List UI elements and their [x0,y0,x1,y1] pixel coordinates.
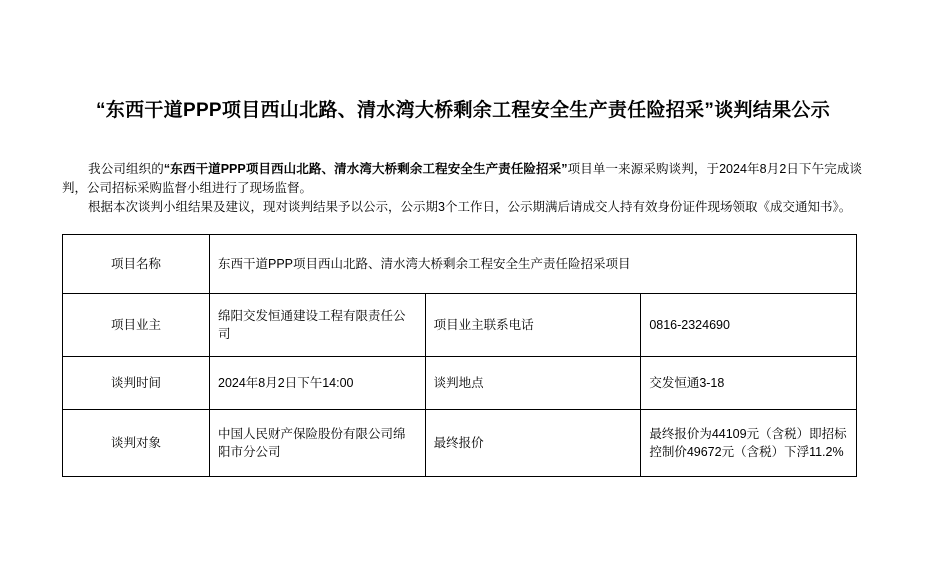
negotiation-time-label: 谈判时间 [63,357,210,410]
owner-phone-value: 0816-2324690 [641,294,857,357]
table-row [63,235,857,294]
intro-paragraph-2 [62,198,862,217]
final-price-value: 最终报价为44109元（含税）即招标控制价49672元（含税）下浮11.2% [641,410,857,477]
project-owner-label: 项目业主 [63,294,210,357]
table-row [63,357,857,410]
intro-paragraph-1 [62,160,862,198]
paragraph-1-project-name: “东西干道PPP项目西山北路、清水湾大桥剩余工程安全生产责任险招采” [163,162,568,176]
table-row [63,294,857,357]
project-name-value: 东西干道PPP项目西山北路、清水湾大桥剩余工程安全生产责任险招采项目 [210,235,857,294]
page-title: “东西干道PPP项目西山北路、清水湾大桥剩余工程安全生产责任险招采”谈判结果公示 [95,100,831,121]
owner-phone-label: 项目业主联系电话 [425,294,641,357]
paragraph-2-text: 根据本次谈判小组结果及建议，现对谈判结果予以公示，公示期3个工作日，公示期满后请成交人持有效身份证件现场领取《成交通知书》。 [88,200,852,214]
negotiation-place-label: 谈判地点 [425,357,641,410]
paragraph-1-part-1: 我公司组织的 [88,162,164,176]
negotiation-party-value: 中国人民财产保险股份有限公司绵阳市分公司 [210,410,426,477]
final-price-label: 最终报价 [425,410,641,477]
paragraph-1-part-2: 项目单一来源采购谈判，于2024年8月2日下午完成谈判，公司招标采购监督小组进行了现场监督。 [62,162,862,195]
table-row [63,410,857,477]
project-name-label: 项目名称 [63,235,210,294]
negotiation-time-value: 2024年8月2日下午14:00 [210,357,426,410]
project-owner-value: 绵阳交发恒通建设工程有限责任公司 [210,294,426,357]
result-info-table [62,234,857,477]
negotiation-place-value: 交发恒通3-18 [641,357,857,410]
negotiation-party-label: 谈判对象 [63,410,210,477]
